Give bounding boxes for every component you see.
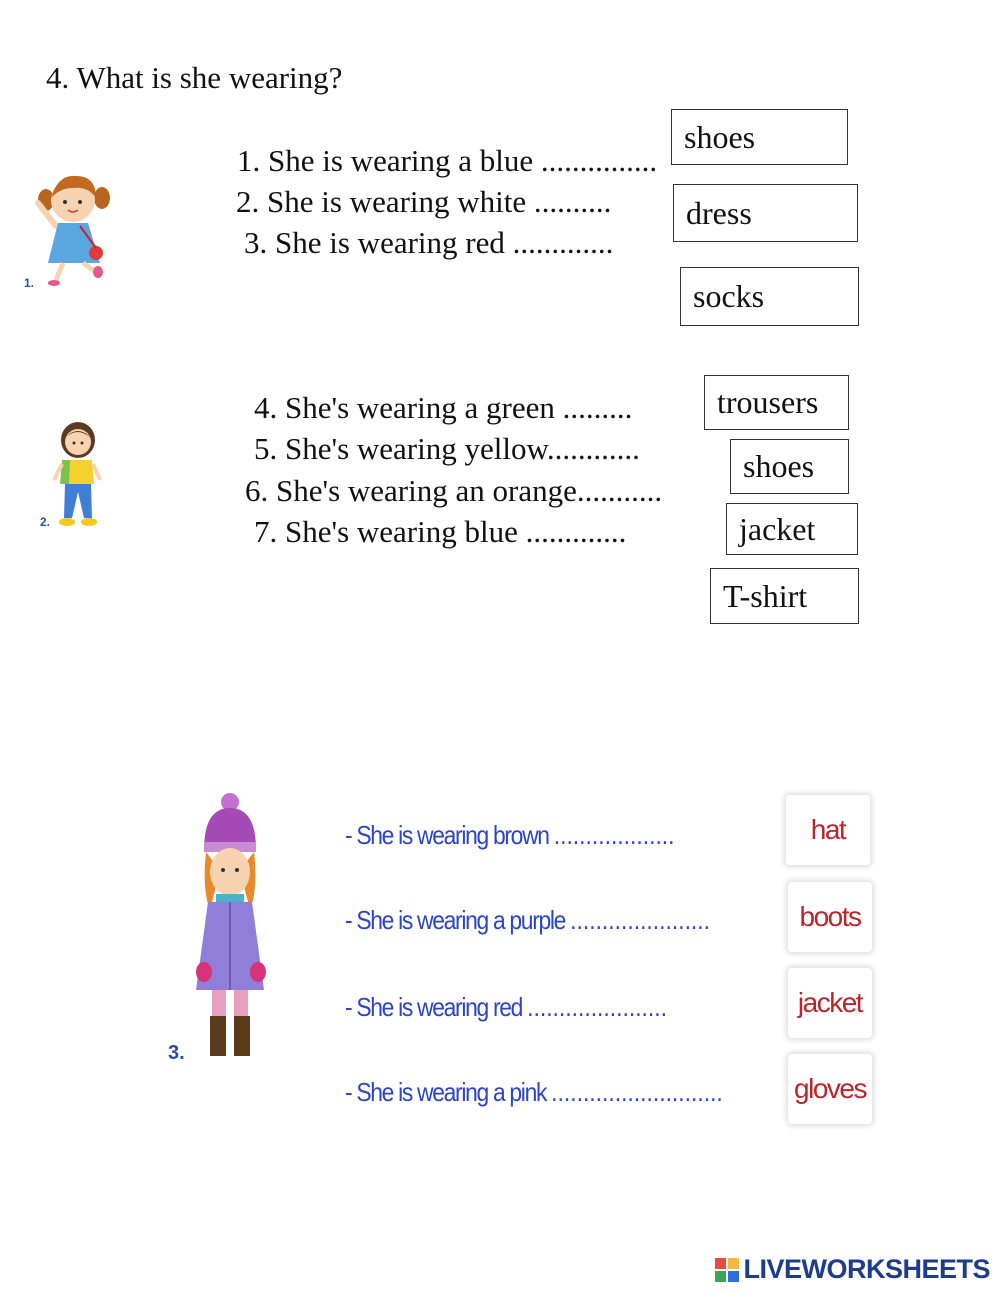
answer-word[interactable]: shoes: [671, 109, 848, 165]
answer-word[interactable]: shoes: [730, 439, 849, 494]
answer-word[interactable]: trousers: [704, 375, 849, 430]
sentence: 1. She is wearing a blue ...............: [237, 143, 658, 178]
sentence-text: - She is wearing brown: [345, 820, 549, 850]
sentence: [345, 820, 675, 851]
girl-3-illustration: [190, 790, 285, 1065]
girl-2-illustration: [40, 418, 115, 533]
page-title: 4. What is she wearing?: [46, 60, 343, 95]
answer-word[interactable]: T-shirt: [710, 568, 859, 624]
answer-word[interactable]: hat: [786, 795, 870, 865]
logo-icon: [715, 1258, 739, 1282]
sentence: 7. She's wearing blue .............: [254, 514, 627, 549]
sentence: 6. She's wearing an orange...........: [245, 473, 663, 508]
sentence: [345, 992, 667, 1023]
answer-word[interactable]: jacket: [726, 503, 858, 555]
blank-dots: ......................: [527, 992, 667, 1022]
sentence: 3. She is wearing red .............: [244, 225, 614, 260]
sentence-text: - She is wearing red: [345, 992, 523, 1022]
sentence: 4. She's wearing a green .........: [254, 390, 633, 425]
girl-1-illustration: [18, 168, 118, 293]
picture-number: 2.: [40, 515, 51, 529]
sentence: [345, 1077, 723, 1108]
picture-number: 3.: [168, 1042, 185, 1064]
answer-word[interactable]: boots: [788, 882, 872, 952]
logo-text: LIVEWORKSHEETS: [743, 1254, 990, 1284]
sentence: 2. She is wearing white ..........: [236, 184, 612, 219]
answer-word[interactable]: gloves: [788, 1054, 872, 1124]
sentence-text: - She is wearing a pink: [345, 1077, 547, 1107]
sentence: 5. She's wearing yellow............: [254, 431, 640, 466]
blank-dots: ...........................: [551, 1077, 723, 1107]
picture-number: 1.: [24, 276, 35, 290]
sentence: [345, 905, 710, 936]
blank-dots: ......................: [570, 905, 710, 935]
sentence-text: - She is wearing a purple: [345, 905, 566, 935]
liveworksheets-logo: [715, 1254, 990, 1285]
answer-word[interactable]: jacket: [788, 968, 872, 1038]
blank-dots: ...................: [553, 820, 675, 850]
answer-word[interactable]: socks: [680, 267, 859, 326]
answer-word[interactable]: dress: [673, 184, 858, 242]
